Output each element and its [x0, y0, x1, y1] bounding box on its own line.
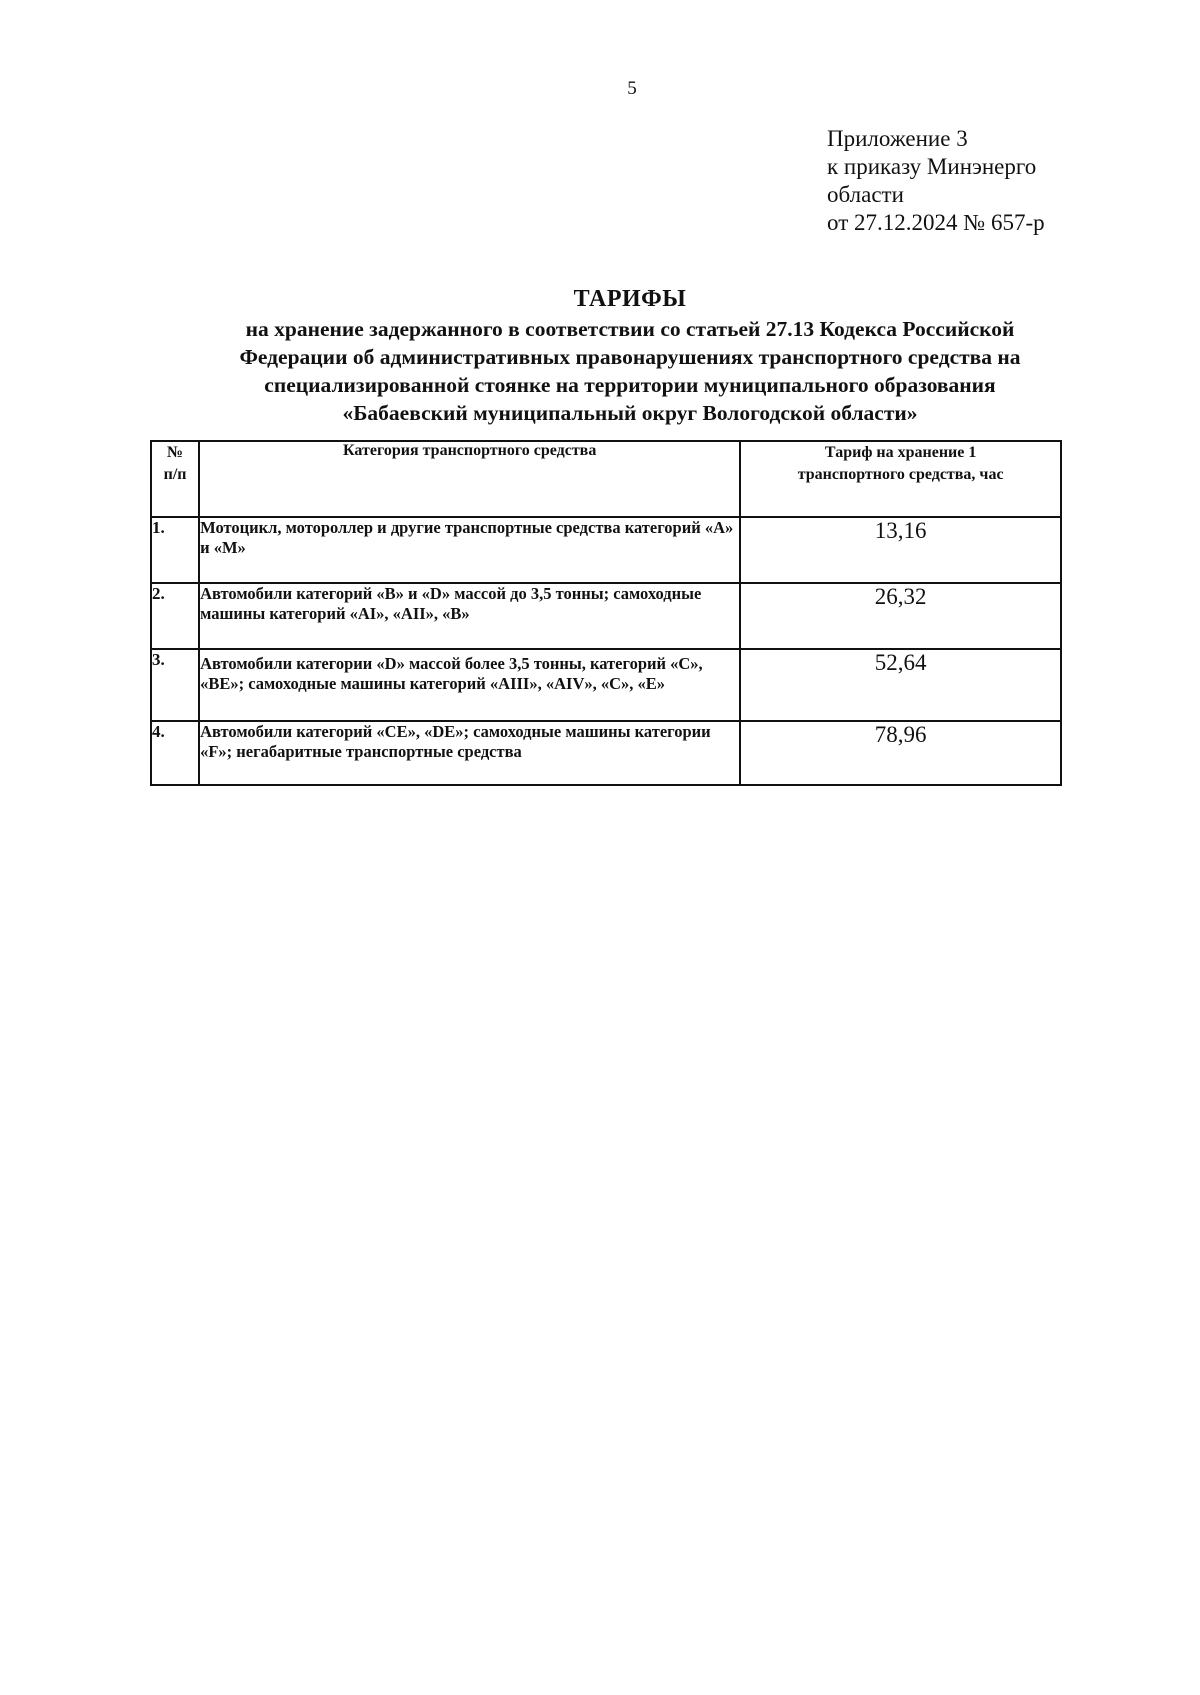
title-line-2: Федерации об административных правонарушениях транспортного средства на [239, 345, 1021, 369]
appendix-reference [827, 125, 1045, 237]
title-line-3: специализированной стоянке на территории муниципального образования [264, 373, 996, 397]
header-number-line-1: № [167, 444, 184, 461]
row-tariff: 13,16 [740, 517, 1061, 583]
appendix-line-3: области [827, 182, 904, 207]
table-row [151, 517, 1061, 583]
table-row [151, 721, 1061, 785]
row-number: 4. [151, 721, 199, 785]
row-number: 3. [151, 649, 199, 721]
table-row [151, 649, 1061, 721]
page-number: 5 [627, 78, 637, 99]
header-tariff-line-2: транспортного средства, час [797, 466, 1004, 483]
row-category: Автомобили категории «D» массой более 3,5 тонны, категорий «С», «ВЕ»; самоходные машины категорий «АIII», «АIV», «С», «Е» [199, 649, 740, 721]
appendix-line-4: от 27.12.2024 № 657-р [827, 210, 1045, 235]
row-tariff: 26,32 [740, 583, 1061, 649]
header-tariff-line-1: Тариф на хранение 1 [824, 444, 977, 461]
row-tariff: 78,96 [740, 721, 1061, 785]
row-number: 1. [151, 517, 199, 583]
header-category: Категория транспортного средства [199, 441, 740, 517]
row-category: Автомобили категорий «В» и «D» массой до 3,5 тонны; самоходные машины категорий «АI», «АII», «В» [199, 583, 740, 649]
header-tariff [740, 441, 1061, 517]
title-line-1: на хранение задержанного в соответствии со статьей 27.13 Кодекса Российской [245, 317, 1015, 341]
header-number [151, 441, 199, 517]
title-main: ТАРИФЫ [573, 286, 687, 312]
table-row [151, 583, 1061, 649]
row-number: 2. [151, 583, 199, 649]
row-category: Мотоцикл, мотороллер и другие транспортные средства категорий «А» и «М» [199, 517, 740, 583]
document-title [150, 283, 1110, 427]
header-number-line-2: п/п [163, 466, 187, 483]
appendix-line-2: к приказу Минэнерго [827, 154, 1037, 179]
tariffs-table [150, 440, 1062, 786]
table-header-row [151, 441, 1061, 517]
row-tariff: 52,64 [740, 649, 1061, 721]
title-line-4: «Бабаевский муниципальный округ Вологодской области» [342, 401, 918, 425]
row-category: Автомобили категорий «СЕ», «DE»; самоходные машины категории «F»; негабаритные транспортные средства [199, 721, 740, 785]
appendix-line-1: Приложение 3 [827, 126, 968, 151]
